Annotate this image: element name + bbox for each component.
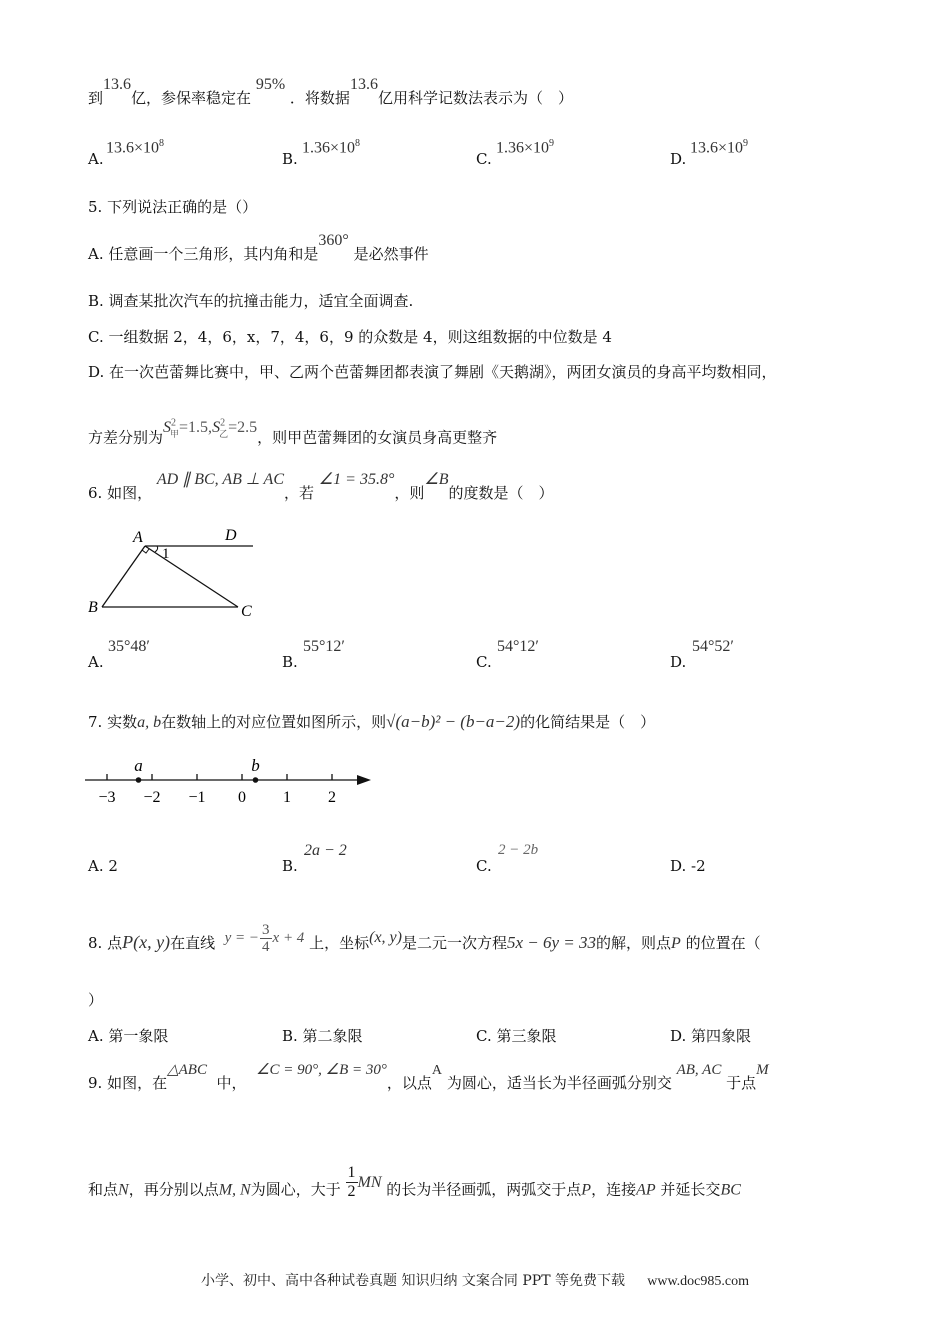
q6-option-c-value: 54°12′	[497, 638, 539, 655]
q4-option-d-value: $13.6\times 10^9$	[690, 138, 749, 157]
figure-label-c: C	[241, 603, 252, 620]
q4-stem-line	[88, 76, 573, 109]
q7-option-d: D. -2	[670, 857, 706, 875]
q4-value-2: 95%	[255, 76, 286, 93]
q8-option-d: D. 第四象限	[670, 1027, 752, 1045]
q7-option-a: A. 2	[88, 857, 118, 875]
q8-option-b: B. 第二象限	[282, 1027, 363, 1045]
q8-stem: 8. 点P(x, y)在直线 y = − $\frac{3}{4}$ x + 4 上，坐标(x, y)是二元一次方程5x − 6y = 33的解，则点P 的位置在（	[88, 922, 761, 955]
q5-option-b: B. 调查某批次汽车的抗撞击能力，适宜全面调查.	[88, 292, 414, 310]
q6-option-d-letter: D.	[670, 653, 687, 671]
q4-option-a-letter: A.	[88, 150, 104, 168]
q6-option-c-letter: C.	[476, 653, 492, 671]
footer-url: www.doc985.com	[647, 1274, 749, 1289]
q7-option-b-letter: B.	[282, 857, 298, 875]
point-a	[136, 777, 142, 783]
q7-stem: 7. 实数a, b在数轴上的对应位置如图所示，则√(a−b)² − (b−a−2)的化简结果是（ ）	[88, 712, 656, 731]
point-label-b: b	[251, 756, 260, 775]
q5-option-d-line2: 方差分别为$S^2_甲=1.5,S^2_乙=2.5$，则甲芭蕾舞团的女演员身高更整齐	[88, 418, 498, 447]
q6-option-b-letter: B.	[282, 653, 298, 671]
q9-angles: ∠C = 90°, ∠B = 30°	[256, 1062, 387, 1078]
q8-point: P(x, y)	[122, 931, 171, 952]
point-label-a: a	[134, 756, 143, 775]
axis-tick-label: −2	[143, 789, 161, 806]
q4-text: 亿用科学记数法表示为（ ）	[377, 89, 573, 107]
q8-line-equation: y = − $\frac{3}{4}$ x + 4	[224, 922, 305, 955]
q8-stem-close: ）	[88, 991, 104, 1009]
q8-option-a: A. 第一象限	[88, 1027, 169, 1045]
q4-value-1: 13.6	[103, 76, 132, 93]
q9-stem-line1: 9. 如图，在△ABC 中， ∠C = 90°, ∠B = 30°，以点A 为圆心，适当长为半径画弧分别交 AB, AC 于点M	[88, 1062, 769, 1092]
figure-label-a: A	[133, 529, 143, 546]
axis-tick-label: 0	[238, 789, 246, 806]
figure-label-angle-1: 1	[162, 546, 170, 562]
q5-stem: 5. 下列说法正确的是（）	[88, 198, 258, 216]
q4-value-3: 13.6	[349, 76, 378, 93]
q5-variance-expr: $S^2_甲=1.5,S^2_乙=2.5$	[163, 418, 258, 439]
q4-option-b-value: $1.36\times 10^8$	[302, 138, 361, 157]
q7-option-c-letter: C.	[476, 857, 492, 875]
q8-equation: 5x − 6y = 33	[506, 932, 597, 952]
q7-option-b-value: 2a − 2	[304, 842, 347, 859]
q7-variables: a, b	[137, 714, 162, 731]
q4-option-b-letter: B.	[282, 150, 298, 168]
q4-option-c-value: $1.36\times 10^9$	[496, 138, 555, 157]
q4-option-a-value: $13.6\times 10^8$	[106, 138, 165, 157]
q9-sides: AB, AC	[676, 1062, 722, 1078]
q6-option-a-value: 35°48′	[108, 638, 150, 655]
axis-tick-label: −1	[188, 789, 206, 806]
q9-stem-line2: 和点N，再分别以点M, N为圆心，大于 $\frac{1}{2}$ MN 的长为半径画弧，两弧交于点P，连接AP 并延长交BC	[88, 1164, 741, 1200]
q6-option-a-letter: A.	[88, 653, 104, 671]
point-b	[253, 777, 259, 783]
q4-text: 到	[88, 89, 104, 107]
q4-option-d-letter: D.	[670, 150, 687, 168]
q4-text: ．将数据	[289, 89, 350, 107]
q6-angle: ∠1 = 35.8°	[318, 471, 395, 488]
q8-option-c: C. 第三象限	[476, 1027, 557, 1045]
footer-text: 小学、初中、高中各种试卷真题 知识归纳 文案合同 PPT 等免费下载	[201, 1273, 625, 1289]
q7-number-line	[85, 752, 380, 814]
q4-text: 亿，参保率稳定在	[131, 89, 252, 107]
q7-expression: √(a−b)² − (b−a−2)	[386, 712, 521, 731]
q6-figure	[85, 522, 260, 622]
q6-target-angle: ∠B	[424, 471, 449, 488]
q5-option-a: A. 任意画一个三角形，其内角和是360° 是必然事件	[88, 232, 429, 263]
figure-label-d: D	[225, 527, 237, 544]
q6-condition: AD ∥ BC, AB ⊥ AC	[156, 471, 284, 488]
axis-tick-label: 1	[283, 789, 291, 806]
q8-coordinates: (x, y)	[369, 928, 402, 946]
q5-angle-value: 360°	[318, 232, 349, 249]
q6-stem: 6. 如图， AD ∥ BC, AB ⊥ AC，若 ∠1 = 35.8°，则∠B的度数是（ ）	[88, 471, 554, 502]
q6-option-b-value: 55°12′	[303, 638, 345, 655]
q4-option-c-letter: C.	[476, 150, 492, 168]
q7-option-c-value: 2 − 2b	[498, 842, 539, 858]
axis-tick-label: −3	[98, 789, 116, 806]
axis-tick-label: 2	[328, 789, 336, 806]
q9-triangle: △ABC	[167, 1062, 207, 1078]
page-footer	[0, 1270, 950, 1290]
figure-label-b: B	[88, 599, 98, 616]
q9-half-fraction: $\frac{1}{2}$	[347, 1164, 356, 1200]
q5-option-c: C. 一组数据 2，4，6，x，7，4，6，9 的众数是 4，则这组数据的中位数是 4	[88, 328, 612, 346]
q5-option-d-line1: D. 在一次芭蕾舞比赛中，甲、乙两个芭蕾舞团都表演了舞剧《天鹅湖》，两团女演员的身高平均数相同，	[88, 363, 777, 381]
q6-option-d-value: 54°52′	[692, 638, 734, 655]
